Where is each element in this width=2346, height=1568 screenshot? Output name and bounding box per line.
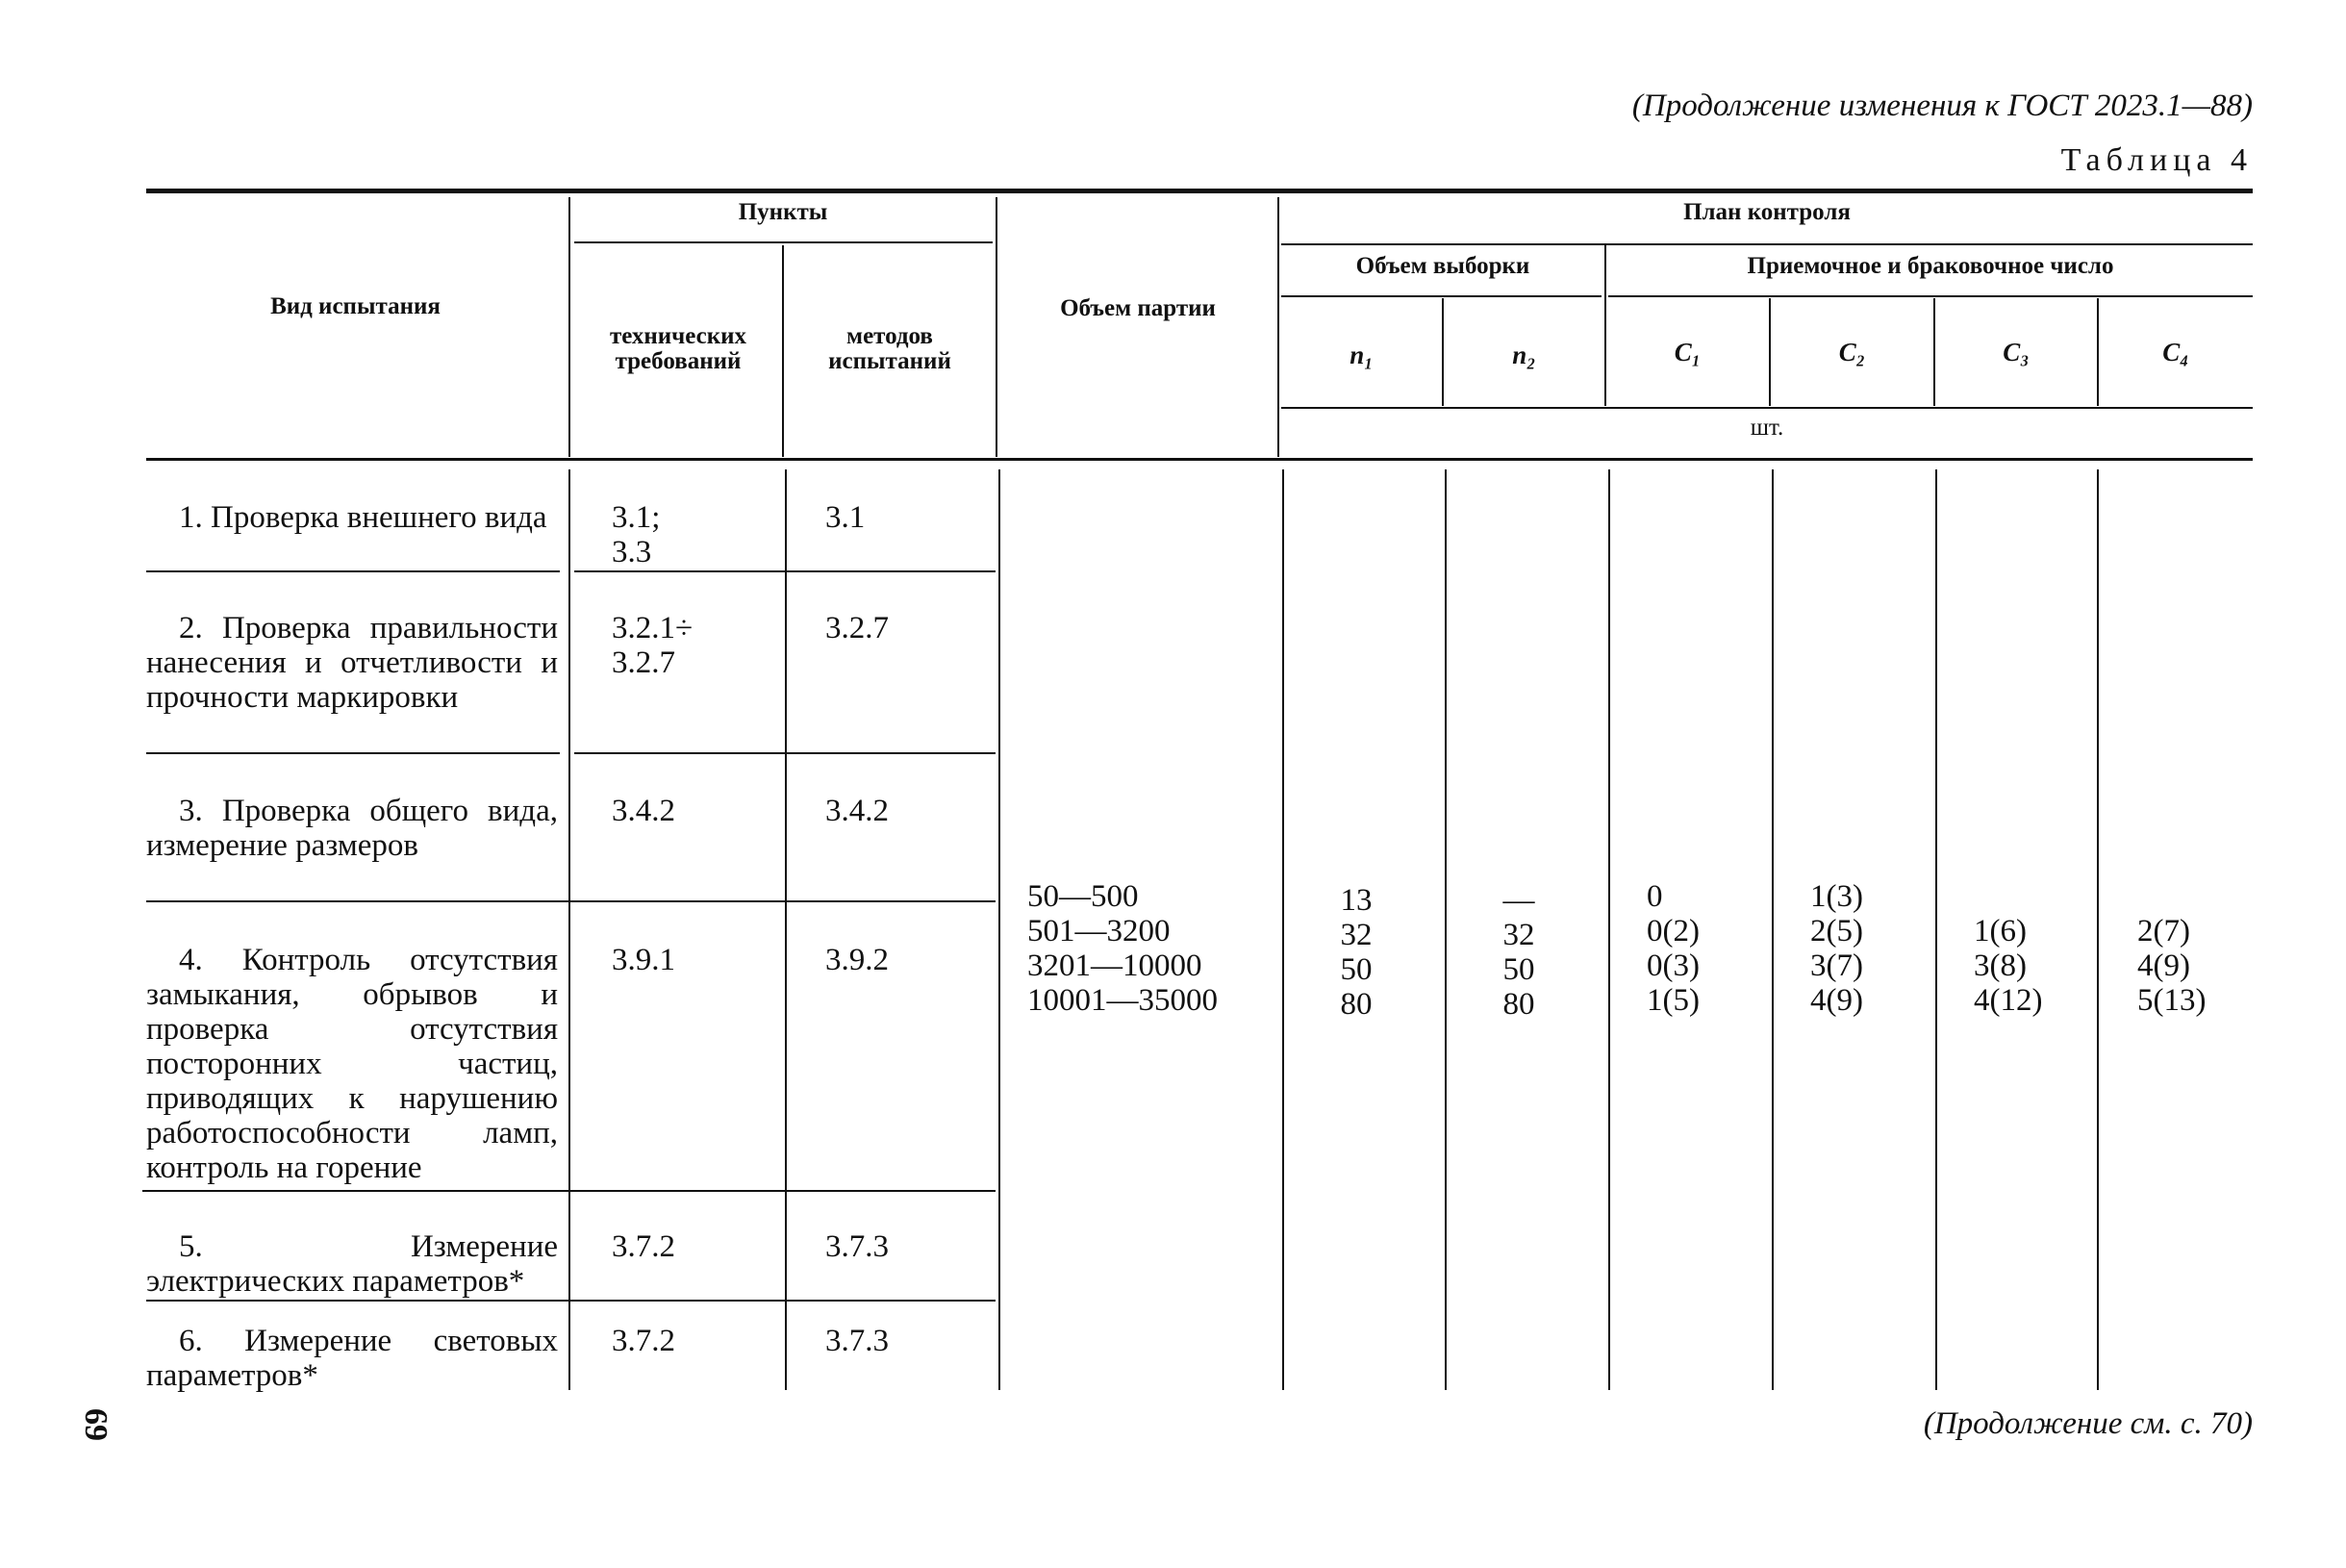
header-control-plan: План контроля (1683, 199, 1851, 225)
header-bottom-rule (146, 458, 2253, 461)
row-1-name: 1. Проверка внешнего вида (179, 500, 547, 535)
name-underline-2 (146, 752, 560, 754)
table-label: Таблица 4 (2060, 142, 2253, 178)
row-4-tech: 3.9.1 (612, 943, 675, 977)
vline-6 (1604, 245, 1606, 406)
continuation-footer: (Продолжение см. с. 70) (1923, 1406, 2253, 1441)
row-5-name: 5. Измерение электрических параметров* (146, 1229, 558, 1299)
row-sep-5 (146, 1300, 996, 1302)
vline-1 (568, 197, 570, 457)
row-sep-4 (142, 1190, 996, 1192)
row-5-method: 3.7.3 (825, 1229, 889, 1264)
plan-c3: 1(6) 3(8) 4(12) (1974, 914, 2043, 1018)
row-6-name: 6. Измерение световых параметров* (146, 1324, 558, 1393)
row-2-name: 2. Проверка правильности нанесения и отчетливости и прочности маркировки (146, 611, 558, 715)
body-vline-3 (998, 469, 1000, 1390)
vline-2 (782, 245, 784, 457)
header-lot-size: Объем партии (1060, 295, 1216, 321)
body-vline-8 (1935, 469, 1937, 1390)
row-1-tech: 3.1; 3.3 (612, 500, 661, 569)
vline-3 (996, 197, 997, 457)
header-acceptance-rejection: Приемочное и браковочное число (1747, 253, 2114, 279)
row-4-method: 3.9.2 (825, 943, 889, 977)
header-test-type: Вид испытания (270, 293, 441, 319)
body-vline-6 (1608, 469, 1610, 1390)
points-subrule (574, 241, 993, 243)
continuation-header: (Продолжение изменения к ГОСТ 2023.1—88) (1631, 89, 2253, 123)
row-3-tech: 3.4.2 (612, 794, 675, 828)
row-5-tech: 3.7.2 (612, 1229, 675, 1264)
plan-subrule (1281, 243, 2253, 245)
vline-4 (1277, 197, 1279, 457)
row-2-method: 3.2.7 (825, 611, 889, 645)
header-sample-size: Объем выборки (1355, 253, 1530, 279)
row-1-method: 3.1 (825, 500, 866, 535)
page-number: 69 (78, 1408, 114, 1441)
header-tech-requirements: технических требований (609, 323, 747, 375)
header-c4: C₄ (2162, 338, 2189, 367)
header-n1: n₁ (1350, 341, 1374, 369)
row-6-tech: 3.7.2 (612, 1324, 675, 1358)
header-n2: n₂ (1512, 341, 1536, 369)
header-c1: C₁ (1674, 338, 1702, 367)
table-top-rule (146, 189, 2253, 193)
row-4-name: 4. Контроль отсутствия замыкания, обрывов и проверка отсутствия посторонних частиц, приводящих к нарушению работоспособности ламп, контроль на горение (146, 943, 558, 1185)
symbols-subrule (1281, 407, 2253, 409)
row-6-method: 3.7.3 (825, 1324, 889, 1358)
plan-n1: 13 32 50 80 (1340, 883, 1373, 1022)
body-vline-2 (785, 469, 787, 1390)
header-test-methods: методов испытаний (828, 323, 951, 375)
row-2-tech: 3.2.1÷ 3.2.7 (612, 611, 694, 680)
plan-lot-sizes: 50—500 501—3200 3201—10000 10001—35000 (1027, 879, 1218, 1018)
sample-subrule (1281, 295, 1602, 297)
header-unit: шт. (1750, 415, 1784, 441)
row-3-method: 3.4.2 (825, 794, 889, 828)
body-vline-9 (2097, 469, 2099, 1390)
body-vline-1 (568, 469, 570, 1390)
row-3-name: 3. Проверка общего вида, измерение размеров (146, 794, 558, 863)
plan-c4: 2(7) 4(9) 5(13) (2137, 914, 2207, 1018)
row-sep-2 (574, 752, 996, 754)
plan-c2: 1(3) 2(5) 3(7) 4(9) (1810, 879, 1863, 1018)
header-c3: C₃ (2003, 338, 2030, 367)
plan-n2: — 32 50 80 (1502, 883, 1535, 1022)
accept-subrule (1608, 295, 2253, 297)
row-sep-3 (146, 900, 996, 902)
body-vline-7 (1772, 469, 1774, 1390)
name-underline-1 (146, 570, 560, 572)
header-points: Пункты (738, 199, 828, 225)
plan-c1: 0 0(2) 0(3) 1(5) (1647, 879, 1700, 1018)
row-sep-1 (574, 570, 996, 572)
header-c2: C₂ (1838, 338, 1866, 367)
